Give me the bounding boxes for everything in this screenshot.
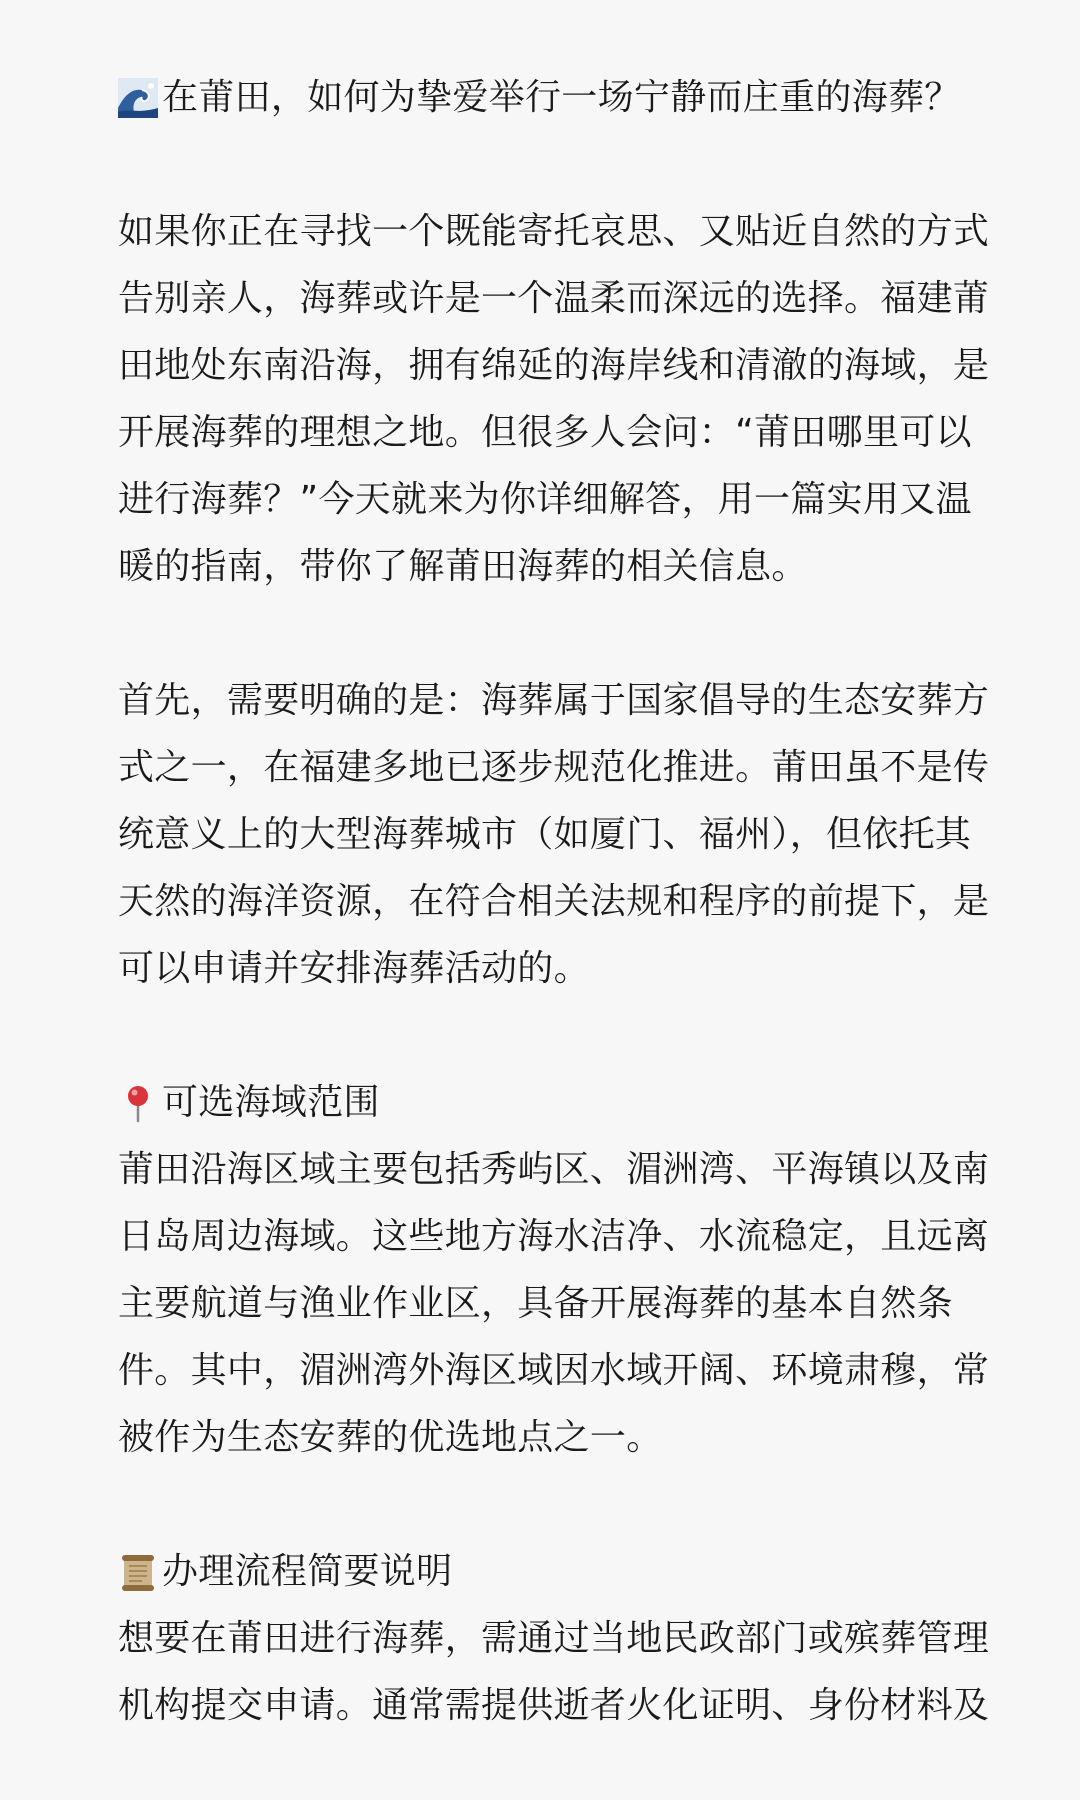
process-section [118, 1538, 1020, 1739]
scroll-icon [118, 1552, 158, 1592]
spacer [118, 1471, 1020, 1538]
policy-line: 统意义上的大型海葬城市（如厦门、福州），但依托其 [118, 814, 972, 855]
area-heading-text: 可选海域范围 [162, 1082, 380, 1123]
intro-line: 田地处东南沿海，拥有绵延的海岸线和清澈的海域，是 [118, 345, 990, 386]
area-line: 被作为生态安葬的优选地点之一。 [118, 1417, 663, 1458]
process-heading-text: 办理流程简要说明 [162, 1551, 453, 1592]
intro-line: 开展海葬的理想之地。但很多人会问：“莆田哪里可以 [118, 412, 972, 453]
spacer [118, 1002, 1020, 1069]
intro-line: 进行海葬？”今天就来为你详细解答，用一篇实用又温 [118, 479, 972, 520]
pin-icon [118, 1083, 158, 1123]
area-line: 主要航道与渔业作业区，具备开展海葬的基本自然条 [118, 1283, 953, 1324]
policy-paragraph [118, 667, 1020, 1002]
article-title-text: 在莆田，如何为挚爱举行一场宁静而庄重的海葬？ [162, 77, 961, 118]
spacer [118, 131, 1020, 198]
intro-paragraph [118, 198, 1020, 600]
process-heading [118, 1538, 1020, 1605]
policy-line: 式之一，在福建多地已逐步规范化推进。莆田虽不是传 [118, 747, 990, 788]
policy-line: 可以申请并安排海葬活动的。 [118, 948, 590, 989]
intro-line: 如果你正在寻找一个既能寄托哀思、又贴近自然的方式 [118, 211, 990, 252]
area-section [118, 1069, 1020, 1471]
intro-line: 告别亲人，海葬或许是一个温柔而深远的选择。福建莆 [118, 278, 990, 319]
area-line: 莆田沿海区域主要包括秀屿区、湄洲湾、平海镇以及南 [118, 1149, 990, 1190]
wave-icon [118, 78, 158, 118]
process-line: 想要在莆田进行海葬，需通过当地民政部门或殡葬管理 [118, 1618, 990, 1659]
area-heading [118, 1069, 1020, 1136]
article-title [118, 64, 1020, 131]
area-line: 日岛周边海域。这些地方海水洁净、水流稳定，且远离 [118, 1216, 990, 1257]
process-line: 机构提交申请。通常需提供逝者火化证明、身份材料及 [118, 1685, 990, 1726]
policy-line: 天然的海洋资源，在符合相关法规和程序的前提下，是 [118, 881, 990, 922]
intro-line: 暖的指南，带你了解莆田海葬的相关信息。 [118, 546, 808, 587]
policy-line: 首先，需要明确的是：海葬属于国家倡导的生态安葬方 [118, 680, 990, 721]
area-line: 件。其中，湄洲湾外海区域因水域开阔、环境肃穆，常 [118, 1350, 990, 1391]
spacer [118, 600, 1020, 667]
